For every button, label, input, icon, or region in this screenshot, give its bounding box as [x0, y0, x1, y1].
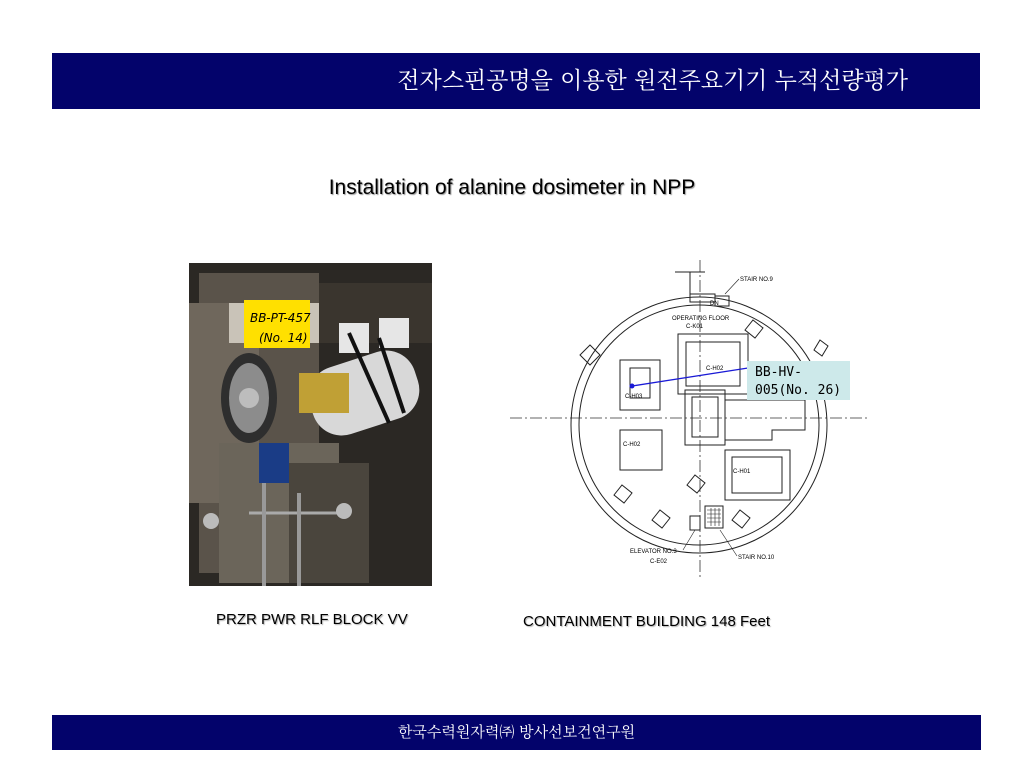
- slide-title: Installation of alanine dosimeter in NPP: [328, 176, 696, 199]
- footer-text: 한국수력원자력㈜ 방사선보건연구원: [397, 723, 636, 741]
- plan-caption: CONTAINMENT BUILDING 148 Feet: [523, 613, 771, 630]
- footer-banner: [52, 715, 981, 750]
- callout-line1: BB-HV-: [755, 365, 802, 380]
- callout-leader-line: [632, 368, 748, 386]
- plan-label-elevator: ELEVATOR NO.3: [630, 549, 677, 555]
- header-title: 전자스핀공명을 이용한 원전주요기기 누적선량평가: [397, 68, 908, 94]
- plan-label-h03: C-H03: [625, 394, 643, 400]
- dosimeter-photo-illustration: [189, 263, 432, 586]
- dosimeter-photo: [189, 263, 432, 586]
- plan-label-operating-floor: OPERATING FLOOR: [672, 316, 730, 322]
- plan-label-h01: C-H01: [733, 469, 751, 475]
- photo-caption: PRZR PWR RLF BLOCK VV: [216, 611, 408, 628]
- plan-label-e02: C-E02: [650, 559, 668, 565]
- containment-floor-plan: [510, 260, 870, 580]
- plan-label-stair9: STAIR NO.9: [740, 277, 773, 283]
- photo-tag-line2: (No. 14): [259, 331, 308, 345]
- plan-label-h02a: C-H02: [623, 442, 641, 448]
- callout-marker: [630, 384, 635, 389]
- photo-tag-line1: BB-PT-457: [250, 311, 311, 325]
- header-banner: [52, 53, 980, 109]
- plan-callout: [747, 361, 850, 400]
- callout-line2: 005(No. 26): [755, 383, 842, 398]
- plan-label-h02b: C-H02: [706, 366, 724, 372]
- plan-label-dn: DN: [710, 301, 719, 307]
- plan-label-stair10: STAIR NO.10: [738, 555, 775, 561]
- plan-label-k01: C-K01: [686, 324, 704, 330]
